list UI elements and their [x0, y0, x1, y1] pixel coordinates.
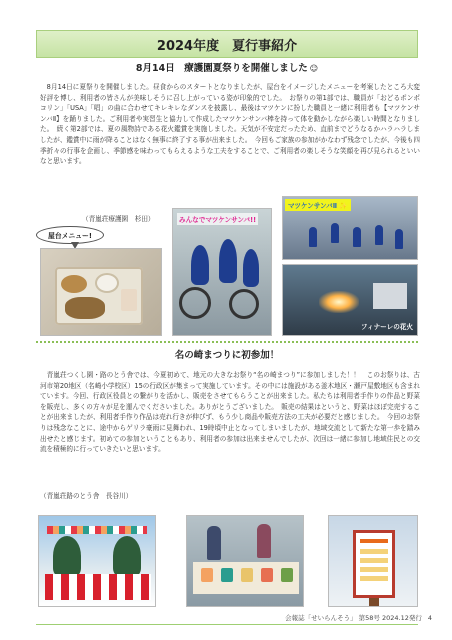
page-number: 4	[427, 614, 432, 622]
dancer-shape	[309, 227, 317, 247]
tree-shape-2	[113, 536, 141, 576]
person-shape-3	[243, 249, 259, 287]
building-shape	[373, 283, 407, 309]
item-shape-3	[241, 568, 253, 582]
sign-stand-shape	[369, 598, 379, 606]
festival-heading: 名の崎まつりに初参加！	[174, 350, 280, 361]
festival-paragraph: 青嵐荘つくし園・路のとう舎では、今夏初めて、地元の大きなお祭り“名の崎まつり”に参加しました！！ このお祭りは、古河市第20地区（名崎小学校区）15の行政区が集まって実施しています。その中には施設がある釜木地区・瀬戸屋敷地区も含まれています。今回、行政区役員との繋がりを活かし、販売をさせてもらうことが出来ました。私たちは利用者手作りの作品と野菜を販売し、多くの方々が足を運んでくださいました。ありがとうございました。 販売の結果はというと、野菜はほぼ完売することが出来ましたが、利用者手作り作品は売れ行きが伸びず、もう少し商品や販売方法の工夫が必要だと感じました。 今回のお祭りは残念なことに、途中からゲリラ豪雨に見舞われ、19時頃中止となってしまいましたが、地域交流として新たな第一歩を踏み出せたと感じます。初めての参加ということもあり、利用者の参加は出来ませんでしたが、次回は一緒に参加し地域住民との交流を積極的に行っていきたいと思います。	[40, 371, 420, 454]
wheel-photo-caption: みんなでマツケンサンバ!!	[177, 213, 258, 225]
fireworks-photo	[282, 264, 418, 336]
person-shape	[207, 526, 221, 560]
footer-text: 会報誌「せいらんそう」 第58号 2024.12発行	[285, 614, 422, 622]
item-shape-4	[261, 568, 273, 582]
person-shape-2	[257, 524, 271, 558]
menu-speech-bubble: 屋台メニュー!	[36, 226, 104, 244]
noodle-shape	[65, 297, 105, 319]
stage-shape	[45, 574, 151, 600]
firework-shape	[319, 291, 359, 313]
fire-photo-caption: フィナーレの花火	[360, 323, 413, 331]
item-shape	[201, 568, 213, 582]
dancer-shape-5	[395, 229, 403, 249]
samba-dance-photo	[282, 196, 418, 260]
bowl-shape-2	[95, 273, 119, 293]
bowl-shape	[61, 275, 87, 293]
dancer-shape-3	[353, 227, 361, 247]
person-shape	[191, 245, 209, 285]
page-title: 2024年度 夏行事紹介	[36, 30, 418, 58]
event-heading	[36, 60, 418, 76]
signboard-shape	[353, 530, 395, 598]
event-signature: （青嵐荘療護園 杉田）	[82, 215, 155, 223]
person-shape-2	[219, 239, 237, 283]
item-shape-2	[221, 568, 233, 582]
page-footer	[0, 613, 432, 622]
festival-signature: （青嵐荘路のとう舎 長谷川）	[40, 492, 133, 500]
cup-shape	[121, 289, 137, 311]
dancer-shape-4	[375, 225, 383, 245]
wheelchair-dance-photo	[172, 208, 272, 336]
event-paragraph: 8月14日に夏祭りを開催しました。昼食からのスタートとなりましたが、屋台をイメージしたメニューを考案したところ大変好評を博し、利用者の皆さんが美味しそうに召し上がっている姿が印象的でした。 お祭りの第1部では、職員が「おどるポンポコリン」「USA」「唱」の曲に合わせてキレキレなダンスを披露し、最後はマツケンに扮した職員と一緒に利用者も【マツケンサンバⅡ】を踊りました。ご利用者や実習生と協力して作成したマツケンサンバ棒を持って体を動かしながら楽しい時間となりました。 続く第2部では、夏の風物詩である花火鑑賞を実施しました。天気が不安定だったため、直前までどうなるかハラハラしましたが、鑑賞中に雨が降ることはなく無事に終了する事が出来ました。 今回もご家族の参加がかなわず残念でしたが、今後も四季折々の行事を企画し、季節感を味わってもらえるような工夫をすることで、ご利用者の楽しそうな笑顔を再び見られるといいなと思います。	[40, 83, 420, 166]
flag-garland-shape	[47, 526, 147, 534]
event-heading-text: 8月14日 療護園夏祭りを開催しました	[135, 63, 308, 74]
footer-rule	[36, 624, 418, 625]
wheel-shape-2	[229, 289, 259, 319]
signboard-photo	[328, 515, 418, 607]
wheel-shape	[179, 287, 211, 319]
market-stall-photo	[186, 515, 304, 607]
meal-tray-photo	[40, 248, 162, 336]
section-divider	[36, 341, 418, 343]
smile-icon: ☺	[309, 64, 319, 73]
item-shape-5	[281, 568, 293, 582]
tree-shape	[53, 536, 81, 576]
dancer-shape-2	[331, 223, 339, 243]
dance-photo-caption: マツケンサンバⅡ ✨	[285, 199, 351, 211]
festival-stage-photo	[38, 515, 156, 607]
